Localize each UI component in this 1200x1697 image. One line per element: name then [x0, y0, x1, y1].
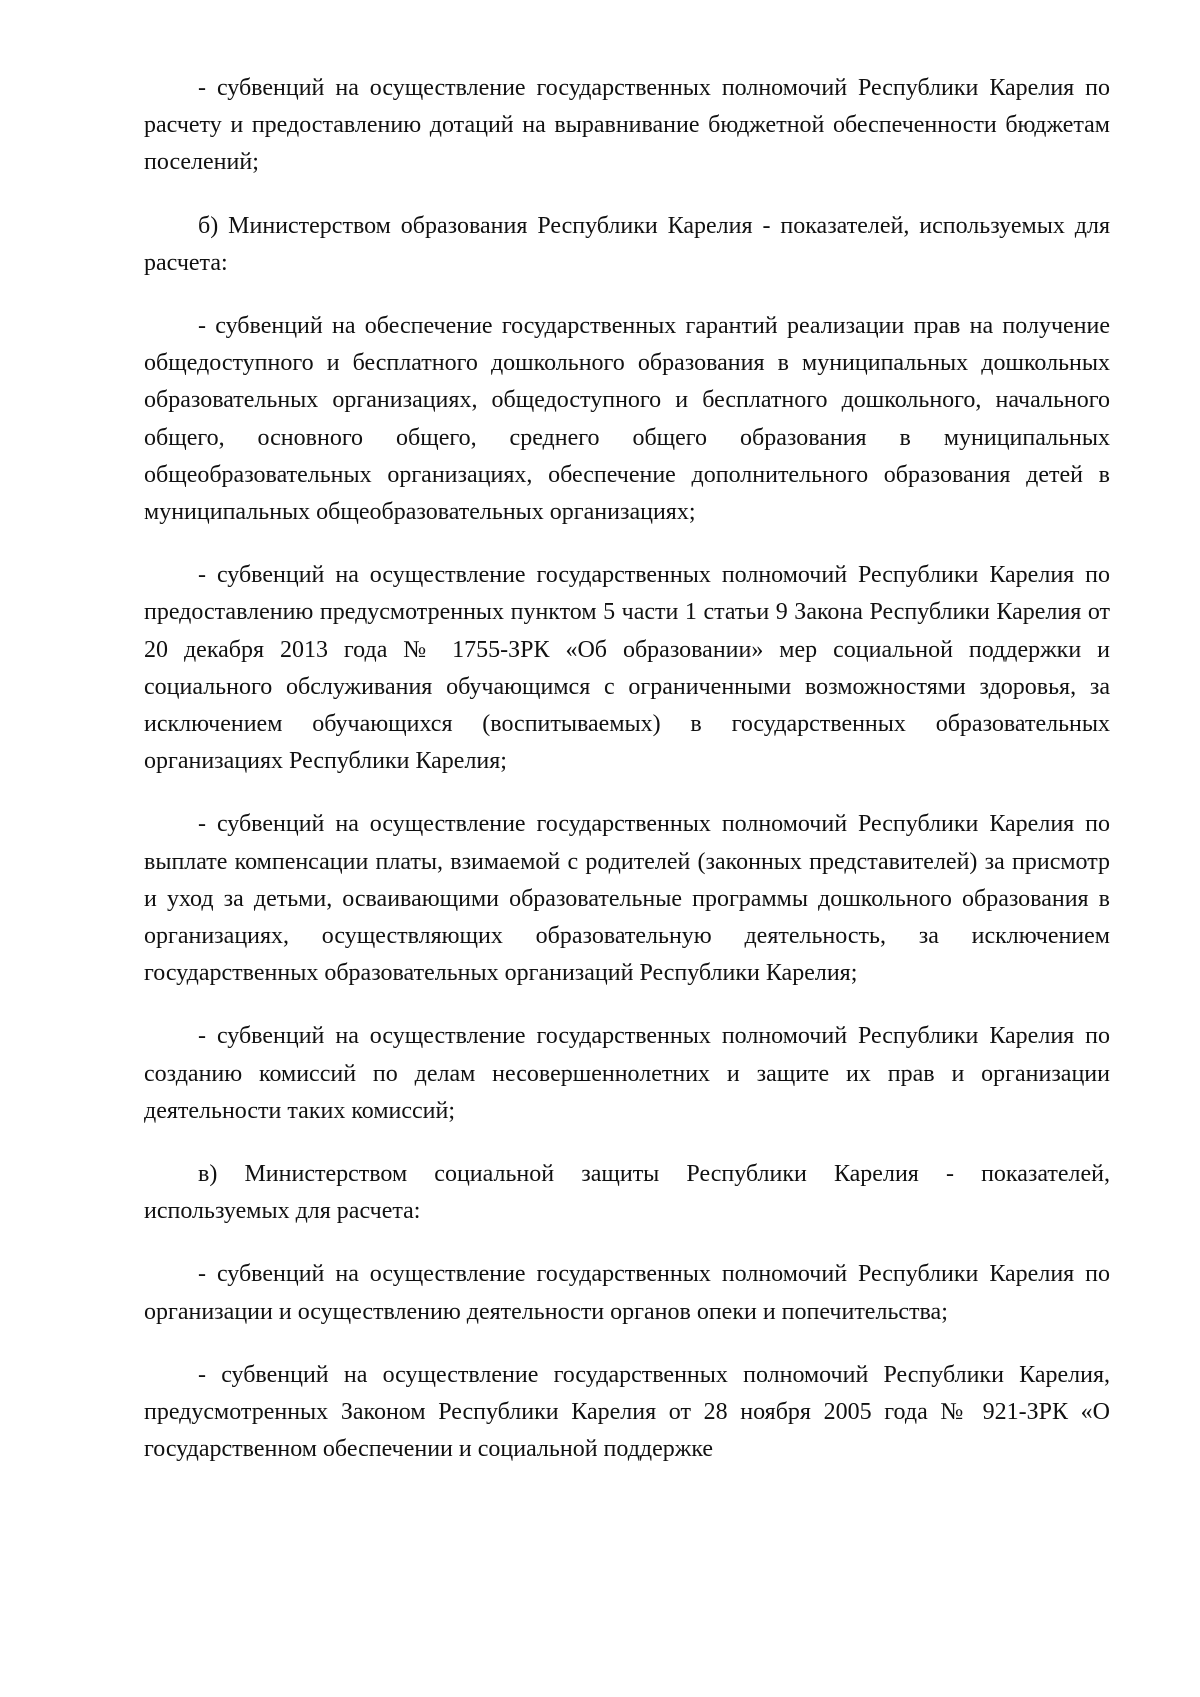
paragraph-subsidy-equalization: - субвенций на осуществление государственных полномочий Республики Карелия по расчету и предоставлению дотаций на выравнивание бюджетной обеспеченности бюджетам поселений; [144, 75, 1110, 176]
paragraph-subsidy-social-support: - субвенций на осуществление государственных полномочий Республики Карелия по предоставлению предусмотренных пунктом 5 части 1 статьи 9 Закона Республики Карелия от 20 декабря 2013 года № 1755-ЗРК «Об образовании» мер социальной поддержки и социального обслуживания обучающимся с ограниченными возможностями здоровья, за исключением обучающихся (воспитываемых) в государственных образовательных организациях Республики Карелия; [144, 562, 1110, 775]
paragraph-subsidy-minors-commissions: - субвенций на осуществление государственных полномочий Республики Карелия по созданию комиссий по делам несовершеннолетних и защите их прав и организации деятельности таких комиссий; [144, 1023, 1110, 1124]
paragraph-subsidy-compensation: - субвенций на осуществление государственных полномочий Республики Карелия по выплате компенсации платы, взимаемой с родителей (законных представителей) за присмотр и уход за детьми, осваивающими образовательные программы дошкольного образования в организациях, осуществляющих образовательную деятельность, за исключением государственных образовательных организаций Республики Карелия; [144, 811, 1110, 987]
paragraph-subsidy-guardianship: - субвенций на осуществление государственных полномочий Республики Карелия по организации и осуществлению деятельности органов опеки и попечительства; [144, 1261, 1110, 1325]
paragraph-subsidy-preschool-guarantees: - субвенций на обеспечение государственных гарантий реализации прав на получение общедоступного и бесплатного дошкольного образования в муниципальных дошкольных образовательных организациях, общедоступного и бесплатного дошкольного, начального общего, основного общего, среднего общего образования в муниципальных общеобразовательных организациях, обеспечение дополнительного образования детей в муниципальных общеобразовательных организациях; [144, 313, 1110, 526]
paragraph-subsidy-state-provision: - субвенций на осуществление государственных полномочий Республики Карелия, предусмотренных Законом Республики Карелия от 28 ноября 2005 года № 921-ЗРК «О государственном обеспечении и социальной поддержке [144, 1361, 1110, 1463]
paragraph-ministry-education: б) Министерством образования Республики Карелия - показателей, используемых для расчета: [144, 212, 1110, 276]
paragraph-ministry-social-protection: в) Министерством социальной защиты Республики Карелия - показателей, используемых для расчета: [144, 1161, 1110, 1225]
